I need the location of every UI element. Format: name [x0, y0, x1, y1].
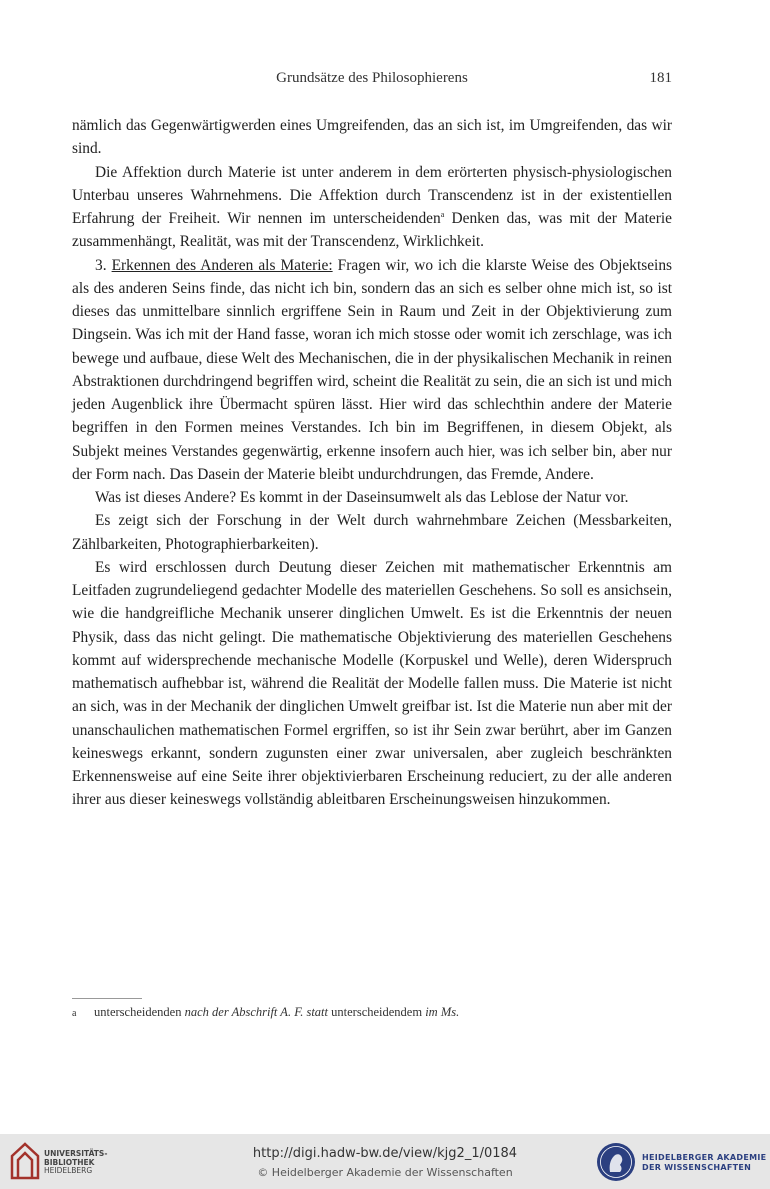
paragraph-2-text-b: Denken das, was mit der Materie zusammenhängt, Realität, was mit der Transcendenz, Wirklichkeit. [72, 210, 672, 251]
viewer-footer [0, 1134, 770, 1189]
section-heading: Erkennen des Anderen als Materie: [111, 256, 333, 274]
footnote-italic-2: im Ms. [425, 1005, 460, 1019]
footnote-word-1: unterscheidenden [94, 1005, 182, 1019]
footnote-reference: a [440, 209, 445, 219]
paragraph-3 [72, 254, 672, 487]
footnote-italic-1: nach der Abschrift A. F. statt [184, 1005, 329, 1019]
footnote [72, 1005, 672, 1020]
academy-seal-icon[interactable] [596, 1142, 636, 1182]
body-text [72, 114, 672, 812]
footnote-mark: a [72, 1008, 77, 1019]
ub-line-1: UNIVERSITÄTS- [44, 1149, 108, 1158]
paragraph-5: Es zeigt sich der Forschung in der Welt durch wahrnehmbare Zeichen (Messbarkeiten, Zählbarkeiten, Photographierbarkeiten). [72, 512, 672, 553]
paragraph-2-text-a: Die Affektion durch Materie ist unter anderem in dem erörterten physisch-physiologischen Unterbau unseres Wahrnehmens. Die Affektion durch Transcendenz ist in der existentiellen Erfahrung der Freiheit. Wir nennen im unterscheidenden [72, 163, 672, 227]
academy-line-1: HEIDELBERGER AKADEMIE [642, 1153, 767, 1162]
section-number: 3. [95, 256, 112, 274]
page-number: 181 [649, 70, 672, 86]
academy-name[interactable] [642, 1153, 766, 1173]
permalink-url[interactable]: http://digi.hadw-bw.de/view/kjg2_1/0184 [252, 1146, 518, 1161]
university-library-logo-icon[interactable] [10, 1142, 40, 1180]
footnote-word-2: unterscheidendem [331, 1005, 423, 1019]
footnote-divider [72, 998, 142, 999]
copyright-notice: © Heidelberger Akademie der Wissenschaften [257, 1166, 513, 1179]
paragraph-6: Es wird erschlossen durch Deutung dieser Zeichen mit mathematischer Erkenntnis am Leitfaden zugrundeliegend gedachter Modelle des materiellen Geschehens. So soll es ansichsein, wie die handgreifliche Mechanik unserer dinglichen Umwelt. Es ist die Erkenntnis der neuen Physik, dass das nicht gelingt. Die mathematische Objektivierung des materiellen Geschehens kommt auf widersprechende mechanische Modelle (Korpuskel und Welle), deren Widerspruch mathematisch aufhebbar ist, während die Realität der Modelle fallen muss. Die Materie ist nicht an sich, was in der Mechanik der dinglichen Umwelt greifbar ist. Ist die Materie nun aber mit der unanschaulichen mathematischen Formel ergriffen, so ist ihr Sein zwar berührt, aber im Ganzen keineswegs erkannt, sondern zugunsten einer zwar universalen, aber zugleich beschränkten Erkennensweise auf eine Seite ihrer objektivierbaren Erscheinung reduciert, zu der alle anderen ihrer aus dieser keineswegs vollständig ableitbaren Erscheinungsweisen hinzukommen. [72, 558, 672, 809]
university-library-name[interactable] [44, 1150, 107, 1176]
paragraph-2 [72, 161, 672, 254]
paragraph-4: Was ist dieses Andere? Es kommt in der Daseinsumwelt als das Leblose der Natur vor. [95, 489, 629, 506]
ub-line-2: BIBLIOTHEK [44, 1157, 95, 1167]
running-title: Grundsätze des Philosophierens [276, 70, 468, 86]
academy-line-2: DER WISSENSCHAFTEN [642, 1163, 752, 1172]
paragraph-3-text: Fragen wir, wo ich die klarste Weise des Objektseins als des anderen Seins finde, das nicht ich bin, sondern das an sich es selber ohne mich ist, so ist dieses das unmittelbare sinnlich ergriffene Sein in Raum und Zeit in der Objektivierung zum Dingsein. Was ich mit der Hand fasse, woran ich mich stosse oder womit ich zerschlage, was ich bewege und aufbaue, diese Welt des Mechanischen, die in der physikalischen Mechanik in reinen Abstraktionen durchdringend begriffen wird, scheint die Realität zu sein, die an sich ist und mich jeden Augenblick ihre Übermacht spüren lässt. Hier wird das schlechthin andere der Materie begriffen in den Formen meines Verstandes. Ich bin im Begriffenen, in diesem Objekt, als Subjekt meines Verstandes gegenwärtig, erkenne insofern auch hier, was ich selber bin, aber nur der Form nach. Das Dasein der Materie bleibt undurchdrungen, das Fremde, Andere. [72, 256, 673, 483]
paragraph-1: nämlich das Gegenwärtigwerden eines Umgreifenden, das an sich ist, im Umgreifenden, das wir sind. [72, 117, 672, 158]
ub-line-3: HEIDELBERG [44, 1166, 93, 1175]
footer-center [180, 1146, 590, 1179]
running-head [72, 70, 672, 92]
